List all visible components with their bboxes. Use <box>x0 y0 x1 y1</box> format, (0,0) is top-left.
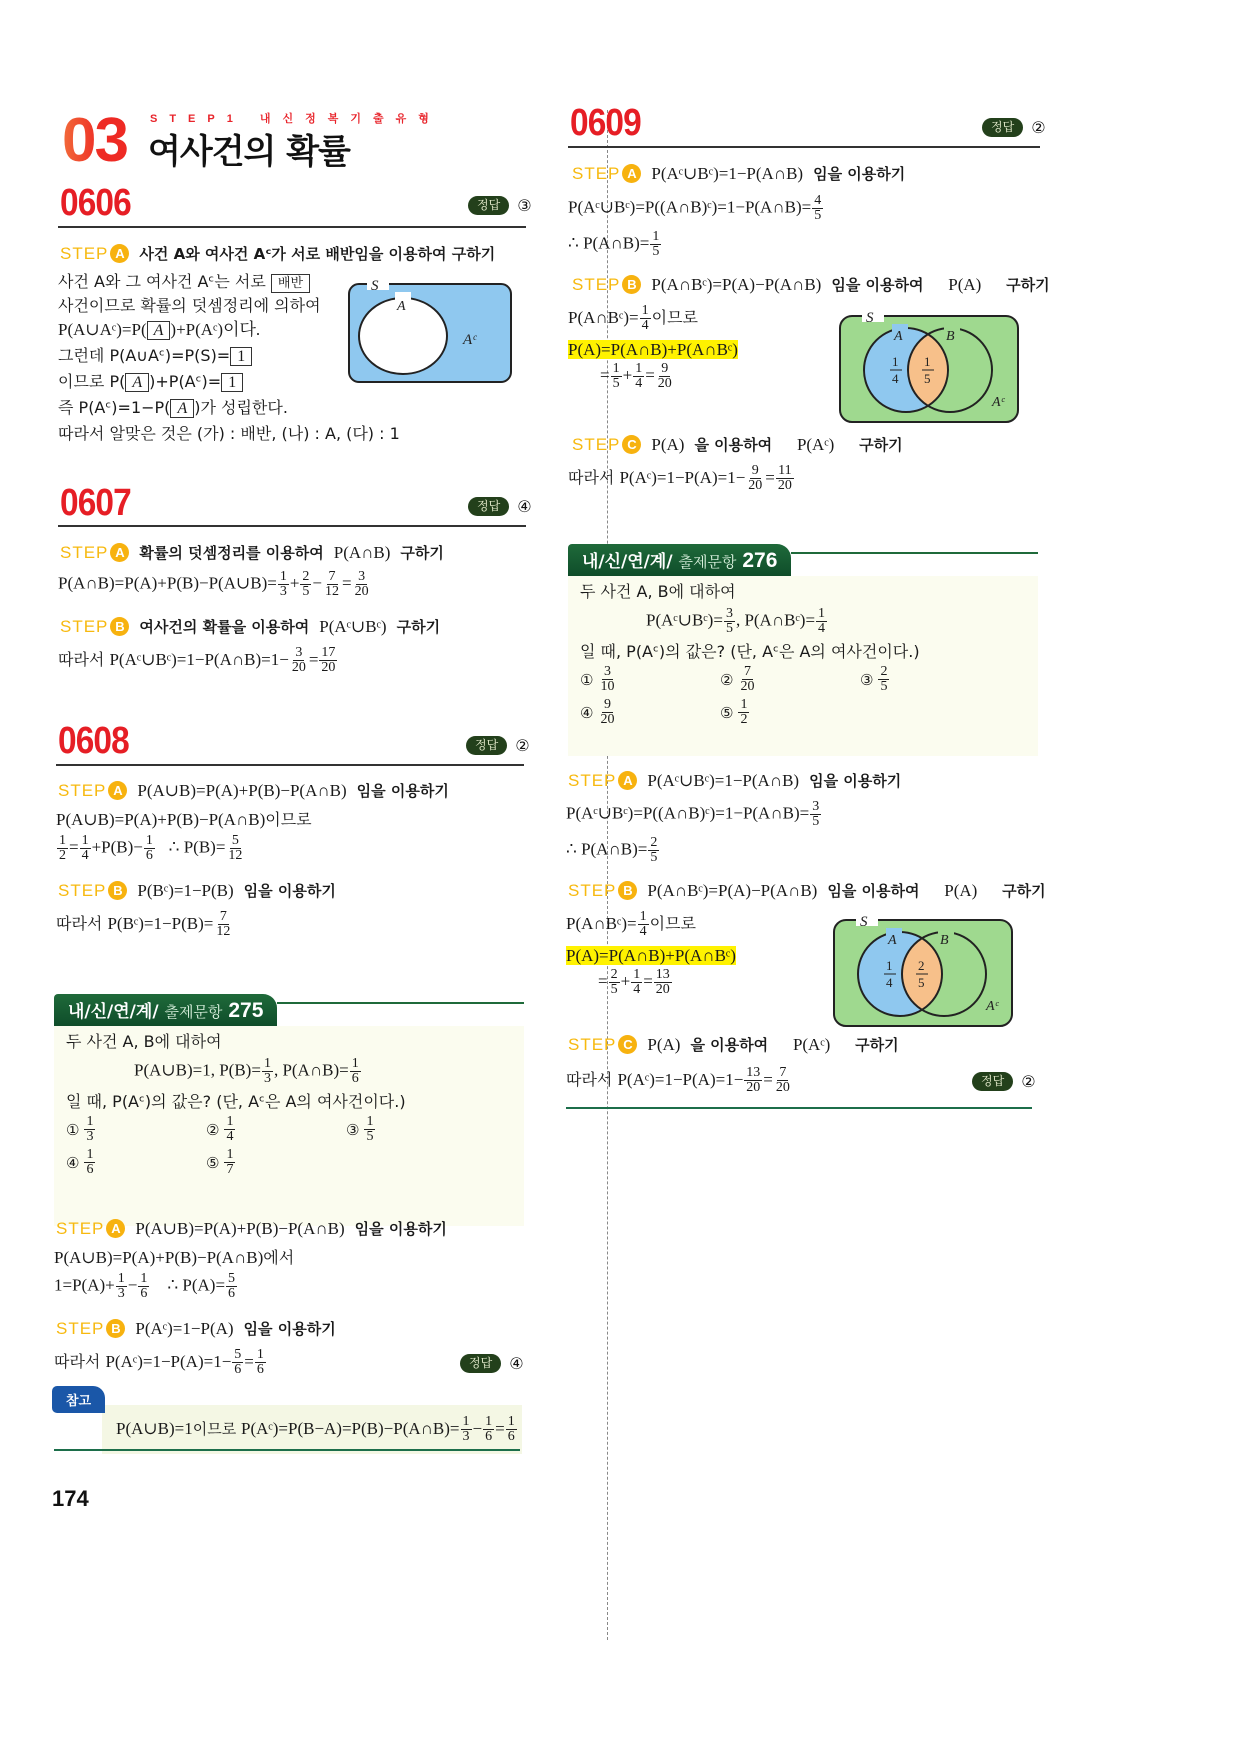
choice-1[interactable]: ① $\frac{1}{3}$ <box>66 1114 94 1145</box>
linked-problem-body <box>568 576 1038 756</box>
svg-text:A: A <box>397 299 406 314</box>
svg-text:B: B <box>940 933 949 948</box>
linked-276-step-a-heading: STEP A P(Aᶜ∪Bᶜ)=1−P(A∩B) 임을 이용하기 <box>568 770 902 790</box>
answer: 정답 ② <box>972 1072 1036 1091</box>
linked-276-step-b-heading: STEP B P(A∩Bᶜ)=P(A)−P(A∩B) 임을 이용하여 P(A) 구하기 <box>568 880 1046 900</box>
page-number: 174 <box>52 1486 89 1511</box>
svg-text:B: B <box>946 329 955 344</box>
question-text: 일 때, P(Aᶜ)의 값은? (단, Aᶜ은 A의 여사건이다.) <box>66 1092 406 1112</box>
choice-2[interactable]: ② $\frac{7}{20}$ <box>720 664 755 695</box>
linked-276-step-c-heading: STEP C P(A) 을 이용하여 P(Aᶜ) 구하기 <box>568 1034 899 1054</box>
text-line: P(A∪Aᶜ)=P( A )+P(Aᶜ)이다. <box>58 320 261 339</box>
chapter-title: 여사건의 확률 <box>148 132 350 172</box>
step-a-heading: STEP A 사건 A와 여사건 Aᶜ가 서로 배반임을 이용하여 구하기 <box>60 243 496 263</box>
choice-3[interactable]: ③ $\frac{2}{5}$ <box>860 664 888 695</box>
blank-da: 1 <box>230 347 252 366</box>
given-equation: P(A∪B)=1, P(B)= $\frac{1}{3}$ , P(A∩B)= $\frac{1}{6}$ <box>134 1056 359 1087</box>
equation-line: P(Aᶜ∪Bᶜ)=P((A∩B)ᶜ)=1−P(A∩B)= $\frac{4}{5}$ <box>568 193 822 223</box>
svg-text:5: 5 <box>924 371 931 386</box>
equation-line: = $\frac{1}{5}$ + $\frac{1}{4}$ = $\frac{9}{20}$ <box>600 361 672 391</box>
equation-line: 따라서 P(Aᶜ∪Bᶜ)=1−P(A∩B)=1− $\frac{3}{20}$ = $\frac{17}{20}$ <box>58 645 336 675</box>
svg-text:1: 1 <box>886 958 893 973</box>
highlighted-equation: P(A)=P(A∩B)+P(A∩Bᶜ) <box>568 340 738 359</box>
linked-problem-276 <box>568 544 1038 756</box>
equation-line: P(A∩Bᶜ)= $\frac{1}{4}$ 이므로 <box>566 909 696 939</box>
text-line: 사건이므로 확률의 덧셈정리에 의하여 <box>58 296 321 315</box>
svg-text:S: S <box>860 914 868 930</box>
choice-5[interactable]: ⑤ $\frac{1}{7}$ <box>206 1147 234 1178</box>
question-text: 일 때, P(Aᶜ)의 값은? (단, Aᶜ은 A의 여사건이다.) <box>580 642 920 662</box>
svg-text:S: S <box>866 310 874 326</box>
intro-text: 두 사건 A, B에 대하여 <box>66 1032 222 1051</box>
note-content: P(A∪B)=1이므로 P(Aᶜ)=P(B−A)=P(B)−P(A∩B)= $\frac{1}{3}$ − $\frac{1}{6}$ = $\frac{1}{6}$ <box>102 1405 522 1454</box>
linked-problem-tag: 내/신/연/계/ 출제문항 276 <box>568 544 791 576</box>
equation-line: P(Aᶜ∪Bᶜ)=P((A∩B)ᶜ)=1−P(A∩B)= $\frac{3}{5}$ <box>566 799 820 829</box>
highlighted-equation: P(A)=P(A∩B)+P(A∩Bᶜ) <box>566 946 736 965</box>
step-a-heading: STEP A P(Aᶜ∪Bᶜ)=1−P(A∩B) 임을 이용하기 <box>572 163 906 183</box>
step-a-heading: STEP A 확률의 덧셈정리를 이용하여 P(A∩B) 구하기 <box>60 542 444 562</box>
answer: 정답 ④ <box>468 497 532 516</box>
blank-ga: 배반 <box>271 274 310 293</box>
equation-line: P(A∪B)=P(A)+P(B)−P(A∩B)이므로 <box>56 810 312 829</box>
linked-problem-body <box>54 1026 524 1226</box>
svg-text:A: A <box>888 933 897 948</box>
svg-text:A: A <box>894 329 903 344</box>
choice-3[interactable]: ③ $\frac{1}{5}$ <box>346 1114 374 1145</box>
venn-diagram-276 <box>830 912 1016 1030</box>
equation-line: = $\frac{2}{5}$ + $\frac{1}{4}$ = $\frac{13}{20}$ <box>598 967 670 997</box>
problem-number: 0606 <box>60 182 131 224</box>
answer-value: ③ <box>517 196 532 215</box>
step-a-heading: STEP A P(A∪B)=P(A)+P(B)−P(A∩B) 임을 이용하기 <box>58 780 449 800</box>
step-tag: STEP A <box>60 244 129 264</box>
svg-text:4: 4 <box>892 371 899 386</box>
svg-text:1: 1 <box>924 354 931 369</box>
step-b-heading: STEP B P(A∩Bᶜ)=P(A)−P(A∩B) 임을 이용하여 P(A) 구하기 <box>572 274 1050 294</box>
equation-line: 따라서 P(Aᶜ)=1−P(A)=1− $\frac{9}{20}$ = $\frac{11}{20}$ <box>568 463 792 493</box>
svg-text:1: 1 <box>892 354 899 369</box>
section-end-rule <box>54 1449 520 1451</box>
problem-number: 0609 <box>570 102 641 144</box>
note-box <box>52 1386 522 1454</box>
linked-275-step-b-heading: STEP B P(Aᶜ)=1−P(A) 임을 이용하기 <box>56 1318 336 1338</box>
linked-problem-tag: 내/신/연/계/ 출제문항 275 <box>54 994 277 1026</box>
svg-text:5: 5 <box>918 975 925 990</box>
equation-line: ∴ P(A∩B)= $\frac{2}{5}$ <box>566 835 658 865</box>
conclusion-line: 따라서 알맞은 것은 (가) : 배반, (나) : A, (다) : 1 <box>58 424 400 443</box>
step-b-heading: STEP B 여사건의 확률을 이용하여 P(Aᶜ∪Bᶜ) 구하기 <box>60 616 441 636</box>
choice-5[interactable]: ⑤ $\frac{1}{2}$ <box>720 697 748 728</box>
choices <box>580 665 1026 727</box>
section-rule <box>568 146 1040 148</box>
answer: 정답 ② <box>466 736 530 755</box>
equation-line: P(A∩B)=P(A)+P(B)−P(A∪B)= $\frac{1}{3}$ + $\frac{2}{5}$ − $\frac{7}{12}$ = $\frac{3}{20}$ <box>58 569 369 599</box>
choice-4[interactable]: ④ $\frac{1}{6}$ <box>66 1147 94 1178</box>
section-end-rule <box>566 1107 1032 1109</box>
equation-line: 따라서 P(Bᶜ)=1−P(B)= $\frac{7}{12}$ <box>56 909 231 939</box>
equation-line: 따라서 P(Aᶜ)=1−P(A)=1− $\frac{13}{20}$ = $\frac{7}{20}$ <box>566 1065 790 1095</box>
choice-2[interactable]: ② $\frac{1}{4}$ <box>206 1114 234 1145</box>
svg-text:Aᶜ: Aᶜ <box>986 999 999 1014</box>
svg-text:4: 4 <box>886 975 893 990</box>
answer <box>468 196 532 215</box>
chapter-number: 03 <box>62 106 127 175</box>
text-line: 이므로 P( A )+P(Aᶜ)= 1 <box>58 372 243 392</box>
choices <box>66 1115 512 1177</box>
svg-text:2: 2 <box>918 958 925 973</box>
text-line: 사건 A와 그 여사건 Aᶜ는 서로 배반 <box>58 272 310 293</box>
equation-line: 1=P(A)+ $\frac{1}{3}$ − $\frac{1}{6}$ ∴ P(A)= $\frac{5}{6}$ <box>54 1271 236 1301</box>
linked-problem-header <box>54 994 524 1026</box>
section-rule <box>58 226 526 228</box>
step-b-heading: STEP B P(Bᶜ)=1−P(B) 임을 이용하기 <box>58 880 336 900</box>
blank-na: A <box>147 321 171 340</box>
answer: 정답 ④ <box>460 1354 524 1373</box>
svg-text:Aᶜ: Aᶜ <box>463 332 477 348</box>
note-tag: 참고 <box>52 1386 105 1413</box>
equation-line: $\frac{1}{2}$ = $\frac{1}{4}$ +P(B)− $\frac{1}{6}$ ∴ P(B)= $\frac{5}{12}$ <box>59 833 243 863</box>
linked-problem-275 <box>54 994 524 1226</box>
answer: 정답 ② <box>982 118 1046 137</box>
step-c-heading: STEP C P(A) 을 이용하여 P(Aᶜ) 구하기 <box>572 434 903 454</box>
section-rule <box>58 525 526 527</box>
choice-4[interactable]: ④ $\frac{9}{20}$ <box>580 697 615 728</box>
answer-badge: 정답 <box>468 196 509 215</box>
problem-number: 0608 <box>58 720 129 762</box>
given-equation: P(Aᶜ∪Bᶜ)= $\frac{3}{5}$ , P(A∩Bᶜ)= $\frac{1}{4}$ <box>646 606 826 637</box>
equation-line: P(A∪B)=P(A)+P(B)−P(A∩B)에서 <box>54 1248 295 1267</box>
text-line: 즉 P(Aᶜ)=1−P( A )가 성립한다. <box>58 398 288 417</box>
venn-diagram-complement <box>345 278 515 388</box>
linked-problem-header <box>568 544 1038 576</box>
equation-line: ∴ P(A∩B)= $\frac{1}{5}$ <box>568 229 660 259</box>
intro-text: 두 사건 A, B에 대하여 <box>580 582 736 601</box>
text-line: 그런데 P(A∪Aᶜ)=P(S)= 1 <box>58 346 252 366</box>
svg-text:S: S <box>371 278 379 294</box>
section-rule <box>56 764 524 766</box>
problem-number: 0607 <box>60 482 131 524</box>
choice-1[interactable]: ① $\frac{3}{10}$ <box>580 664 615 695</box>
svg-text:Aᶜ: Aᶜ <box>992 395 1005 410</box>
linked-275-step-a-heading: STEP A P(A∪B)=P(A)+P(B)−P(A∩B) 임을 이용하기 <box>56 1218 447 1238</box>
equation-line: 따라서 P(Aᶜ)=1−P(A)=1− $\frac{5}{6}$ = $\frac{1}{6}$ <box>54 1347 264 1377</box>
venn-diagram-0609 <box>836 308 1022 426</box>
chapter-step-label: STEP1 내신정복기출유형 <box>150 113 441 125</box>
equation-line: P(A∩Bᶜ)= $\frac{1}{4}$ 이므로 <box>568 303 698 333</box>
